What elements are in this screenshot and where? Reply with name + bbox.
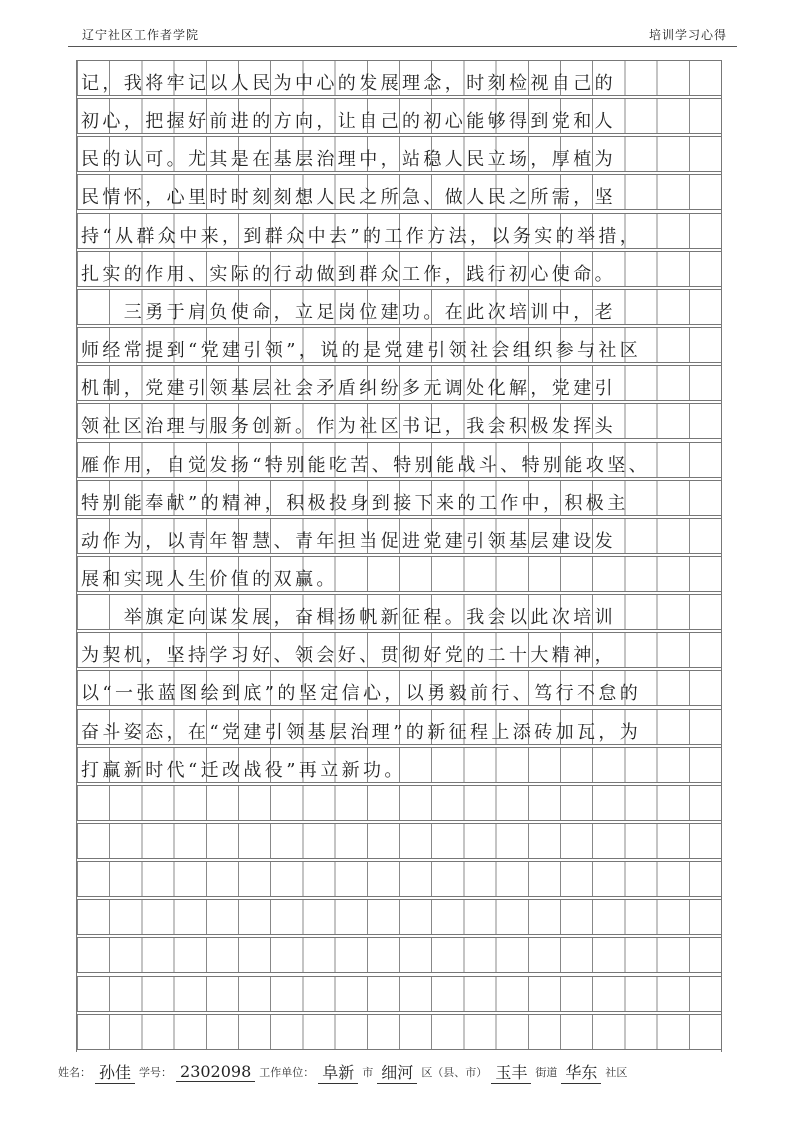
street-suffix: 街道 bbox=[535, 1066, 558, 1079]
street-value: 玉丰 bbox=[491, 1060, 531, 1084]
grid-row bbox=[77, 518, 721, 554]
grid-row bbox=[77, 861, 721, 897]
grid-row bbox=[77, 136, 721, 172]
grid-row bbox=[77, 365, 721, 401]
grid-row bbox=[77, 976, 721, 1012]
essay-line: 展和实现人生价值的双赢。 bbox=[81, 568, 338, 590]
essay-line: 民情怀，心里时时刻刻想人民之所急、做人民之所需，坚 bbox=[81, 187, 616, 209]
id-value: 2302098 bbox=[176, 1062, 255, 1082]
essay-line: 民的认可。尤其是在基层治理中，站稳人民立场，厚植为 bbox=[81, 149, 616, 171]
grid-row bbox=[77, 670, 721, 706]
header-divider bbox=[68, 46, 737, 47]
grid-row bbox=[77, 174, 721, 210]
essay-line: 举旗定向谋发展，奋楫扬帆新征程。我会以此次培训 bbox=[81, 607, 616, 629]
essay-line: 领社区治理与服务创新。作为社区书记，我会积极发挥头 bbox=[81, 416, 616, 438]
essay-line: 师经常提到“党建引领”，说的是党建引领社会组织参与社区 bbox=[81, 340, 642, 362]
grid-row bbox=[77, 709, 721, 745]
essay-line: 奋斗姿态，在“党建引领基层治理”的新征程上添砖加瓦，为 bbox=[81, 721, 642, 743]
name-value: 孙佳 bbox=[95, 1060, 135, 1084]
grid-row bbox=[77, 747, 721, 783]
essay-line: 扎实的作用、实际的行动做到群众工作，践行初心使命。 bbox=[81, 263, 616, 285]
city-suffix: 市 bbox=[362, 1066, 374, 1079]
grid-row bbox=[77, 823, 721, 859]
community-value: 华东 bbox=[561, 1060, 601, 1084]
district-value: 细河 bbox=[377, 1060, 417, 1084]
grid-row bbox=[77, 289, 721, 325]
essay-line: 打赢新时代“迁改战役”再立新功。 bbox=[81, 759, 406, 781]
grid-row bbox=[77, 785, 721, 821]
city-value: 阜新 bbox=[318, 1060, 358, 1084]
essay-line: 初心，把握好前进的方向，让自己的初心能够得到党和人 bbox=[81, 111, 616, 133]
grid-row bbox=[77, 480, 721, 516]
grid-row bbox=[77, 594, 721, 630]
essay-line: 动作为，以青年智慧、青年担当促进党建引领基层建设发 bbox=[81, 530, 616, 552]
grid-row bbox=[77, 556, 721, 592]
district-suffix: 区（县、市） bbox=[421, 1066, 488, 1079]
essay-line: 持“从群众中来，到群众中去”的工作方法，以务实的举措， bbox=[81, 225, 642, 247]
grid-row bbox=[77, 98, 721, 134]
grid-row bbox=[77, 213, 721, 249]
grid-row bbox=[77, 251, 721, 287]
essay-line: 机制，党建引领基层社会矛盾纠纷多元调处化解，党建引 bbox=[81, 378, 616, 400]
footer-info bbox=[58, 1060, 739, 1084]
grid-row bbox=[77, 937, 721, 973]
essay-line: 特别能奉献”的精神，积极投身到接下来的工作中，积极主 bbox=[81, 492, 629, 514]
grid-row bbox=[77, 327, 721, 363]
essay-line: 记，我将牢记以人民为中心的发展理念，时刻检视自己的 bbox=[81, 73, 616, 94]
essay-line: 为契机，坚持学习好、领会好、贯彻好党的二十大精神， bbox=[81, 645, 616, 667]
grid-row bbox=[77, 442, 721, 478]
name-label: 姓名： bbox=[58, 1066, 91, 1079]
grid-row bbox=[77, 403, 721, 439]
essay-line: 以“一张蓝图绘到底”的坚定信心，以勇毅前行、笃行不怠的 bbox=[81, 683, 642, 705]
grid-row bbox=[77, 1014, 721, 1050]
writing-grid bbox=[76, 60, 722, 1052]
id-label: 学号： bbox=[139, 1066, 173, 1079]
essay-line: 雁作用，自觉发扬“特别能吃苦、特别能战斗、特别能攻坚、 bbox=[81, 454, 650, 476]
essay-line: 三勇于肩负使命，立足岗位建功。在此次培训中，老 bbox=[81, 301, 616, 323]
page-category: 培训学习心得 bbox=[648, 28, 727, 42]
grid-row bbox=[77, 899, 721, 935]
unit-label: 工作单位： bbox=[259, 1066, 315, 1079]
grid-row bbox=[77, 632, 721, 668]
community-suffix: 社区 bbox=[605, 1066, 628, 1079]
grid-row bbox=[77, 60, 721, 96]
school-name: 辽宁社区工作者学院 bbox=[82, 28, 200, 42]
